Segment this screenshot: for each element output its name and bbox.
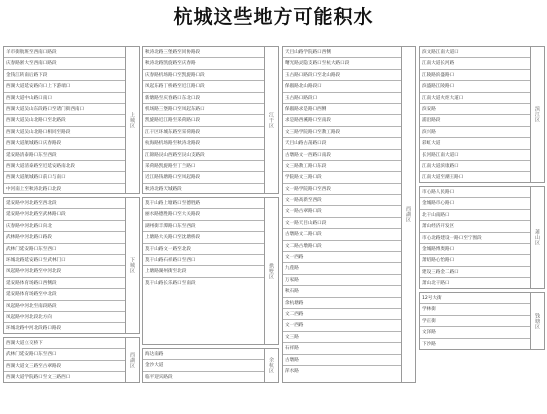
- district-label: 滨江区: [530, 47, 544, 182]
- list-item: 武林门延安路口东至西口: [4, 244, 125, 255]
- list-item: 萧绍路心怡路口: [420, 255, 530, 266]
- list-item: 环城北路延安路口至武林门口: [4, 255, 125, 266]
- list-item: 凯旋路近江路至采荷路口段: [143, 115, 264, 126]
- district-label: 西湖区: [125, 338, 139, 382]
- list-item: 凤起路中河北段北方向: [4, 312, 125, 323]
- district-block-qiantang: [419, 292, 545, 350]
- district-block-xiacheng: [3, 197, 140, 334]
- list-item: 江锦路艮山西路至艮山支路段: [143, 150, 264, 161]
- district-block-xihu-a: [3, 337, 140, 383]
- list-item: 九莲路: [283, 263, 401, 274]
- list-item: 羊市街航班至西南口路段: [4, 47, 125, 58]
- list-item: 保俶路求是路口西侧: [283, 104, 401, 115]
- list-item: 古墩路文一西路口南段: [283, 150, 401, 161]
- list-item: 学林街: [420, 304, 530, 315]
- list-item: 滨安路: [420, 104, 530, 115]
- district-label: 钱塘区: [530, 293, 544, 349]
- list-item: 西湖大道立交桥下: [4, 338, 125, 349]
- list-item: 曙光路灵隐支路口至杭大路口段: [283, 58, 401, 69]
- list-item: 滨盛路江陵路口: [420, 81, 530, 92]
- district-block-gongshu: [142, 197, 279, 345]
- list-item: 萧山北干路口: [422, 281, 450, 287]
- item-list: [420, 47, 530, 182]
- list-item: 彩虹大道: [420, 138, 530, 149]
- list-item: 莫干山路上塘路口至德胜路: [143, 198, 264, 209]
- list-item: 滨文路江南大道口: [420, 47, 530, 58]
- list-item: 市心路人民路口: [420, 187, 530, 198]
- list-item: 上塘路湖州街至北段: [143, 266, 264, 277]
- list-item: 石祥路: [283, 343, 401, 354]
- list-item: 萧山经济开发区: [420, 221, 530, 232]
- list-item: 文一路学院路口至西段: [283, 184, 401, 195]
- list-item: 莫干山路长乐路口至南段: [145, 280, 196, 286]
- list-item: 浦沿路段: [420, 115, 530, 126]
- list-item: 秋石路: [283, 286, 401, 297]
- list-item: 文三路学院路口至教工路段: [283, 127, 401, 138]
- list-item: 12号大街: [420, 293, 530, 304]
- list-item: 建设三路金二路口: [420, 267, 530, 278]
- item-list: [4, 47, 125, 193]
- item-list: [143, 198, 264, 344]
- list-item: 金城路市心路口: [420, 198, 530, 209]
- list-item: 凤起东路丁桥路至近江路口段: [143, 81, 264, 92]
- district-block-xihu-b: [282, 46, 416, 383]
- list-item: 北干山南路口: [420, 210, 530, 221]
- district-block-jianggan: [142, 46, 279, 194]
- list-item: 江陵路滨盛路口: [420, 70, 530, 81]
- list-item: 文三路教工路口东段: [283, 161, 401, 172]
- item-list: [420, 293, 530, 349]
- list-item: 武林路中河北路口路段: [4, 232, 125, 243]
- list-item: 西湖大道学院路口至文三路西口: [6, 375, 71, 381]
- list-item: 文一路古翠路口段: [283, 206, 401, 217]
- list-item: 金城路博奥路口: [420, 244, 530, 255]
- list-item: 江干区环城东路至采荷路段: [143, 127, 264, 138]
- list-item: 余杭塘路: [283, 298, 401, 309]
- list-item: 古墩路文二路口段: [283, 229, 401, 240]
- list-item: 玉古路口路段口至北山路段: [283, 70, 401, 81]
- list-item: 市心北路建设一路口至宁围段: [420, 233, 530, 244]
- list-item: 莫干山路石祥路口至西口: [143, 255, 264, 266]
- list-item: 萍水路: [285, 368, 299, 374]
- list-item: 保俶路北山路段口: [283, 81, 401, 92]
- district-label: 上城区: [125, 47, 139, 193]
- item-list: [4, 338, 125, 382]
- list-item: 秋涛北路天城路段: [145, 186, 182, 192]
- list-item: 文一西路: [283, 320, 401, 331]
- list-item: 求是路西溪路口至南段: [283, 115, 401, 126]
- list-item: 西湖大道延安路向口上下游端口: [4, 81, 125, 92]
- list-item: 玉古路口路段口: [283, 93, 401, 104]
- list-item: 丽水路德胜路口至大关路段: [143, 209, 264, 220]
- list-item: 西湖大道吴山北路口相同至路段: [4, 127, 125, 138]
- list-item: 文一路天目山路口段: [283, 218, 401, 229]
- list-item: 庆春路中河北路口向北: [4, 221, 125, 232]
- list-item: 庆春路浙大至西南口路段: [4, 58, 125, 69]
- list-item: 延安路中河北路至武林路口段: [4, 209, 125, 220]
- list-item: 秋涛北路三堡路至同协路段: [143, 47, 264, 58]
- list-item: 江南大道至潮王路口: [422, 175, 464, 181]
- list-item: 文三路: [283, 332, 401, 343]
- list-item: 延安路体育场路口西侧段: [4, 278, 125, 289]
- list-item: 西湖大道清泰路至近延安路南北段: [4, 161, 125, 172]
- list-item: 文二西路: [283, 309, 401, 320]
- district-block-shangcheng: [3, 46, 140, 194]
- page-title: 杭城这些地方可能积水: [173, 6, 374, 28]
- district-label: 下城区: [125, 198, 139, 333]
- item-list: [420, 187, 530, 288]
- list-item: 新塘路至庆春路口东北口段: [143, 93, 264, 104]
- item-list: [4, 198, 125, 333]
- list-item: 海达南路: [143, 349, 264, 360]
- list-item: 临平迎宾路段: [145, 374, 173, 380]
- district-label: 拱墅区: [264, 198, 278, 344]
- list-item: 西湖大道吴山北路口至北路段: [4, 115, 125, 126]
- list-item: 金钱江转南后路下段: [4, 70, 125, 81]
- list-item: 莫干山路文一路至北段: [143, 244, 264, 255]
- list-item: 上塘路大关路口至沈塘桥段: [143, 232, 264, 243]
- list-item: 庆春路机场路口至凯旋路口段: [143, 70, 264, 81]
- list-item: 延安路中河北路至西北段: [4, 198, 125, 209]
- list-item: 西湖大道文三路至古翠路段: [4, 361, 125, 372]
- list-item: 中河南上至秋涛北路口北段: [6, 186, 62, 192]
- list-item: 湖州街丰潭路口东至西段: [143, 221, 264, 232]
- list-item: 延安路清泰路口东至西段: [4, 150, 125, 161]
- list-item: 西湖大道航城路口庆春路段: [4, 138, 125, 149]
- list-item: 西湖大道中山路口南口: [4, 93, 125, 104]
- list-item: 环城北路中河北段路口路段: [6, 326, 62, 332]
- item-list: [143, 47, 264, 193]
- list-item: 古墩路: [283, 355, 401, 366]
- list-item: 西湖大道航城路口前口与南口: [4, 172, 125, 183]
- list-item: 江南大道火炬大道口: [420, 93, 530, 104]
- item-list: [283, 47, 401, 382]
- list-item: 杭海路机场路至秋涛北路段: [143, 138, 264, 149]
- item-list: [143, 349, 264, 382]
- list-item: 文一西路: [283, 252, 401, 263]
- list-item: 文泽路: [420, 327, 530, 338]
- list-item: 下沙路: [422, 341, 436, 347]
- list-item: 采荷路凯旋路至丁兰路口: [143, 161, 264, 172]
- list-item: 长河路江南大道口: [420, 150, 530, 161]
- list-item: 天目山路古荡路口段: [283, 138, 401, 149]
- list-item: 凤起路中河北至南段路段: [4, 301, 125, 312]
- list-item: 金沙大道: [143, 360, 264, 371]
- district-label: 余杭区: [264, 349, 278, 382]
- list-item: 武林门延安路口东至西口: [4, 349, 125, 360]
- list-item: 西湖大道吴山东段路口至诸门街西南口: [4, 104, 125, 115]
- list-item: 江南大道长河路: [420, 58, 530, 69]
- district-label: 江干区: [264, 47, 278, 193]
- list-item: 凤起路中河北路至中河北段: [4, 266, 125, 277]
- district-block-binjiang: [419, 46, 545, 183]
- list-item: 近江路钱塘路口至凤起路段: [143, 172, 264, 183]
- district-label: 萧山区: [530, 187, 544, 288]
- list-item: 江南大道滨康路口: [420, 161, 530, 172]
- list-item: 延安路体育场路至中北段: [4, 289, 125, 300]
- list-item: 文一路高新至西段: [283, 195, 401, 206]
- list-item: 学院路文三路口段: [283, 172, 401, 183]
- list-item: 文二路古墩路口段: [283, 241, 401, 252]
- list-item: 万家路: [283, 275, 401, 286]
- district-block-yuhang: [142, 348, 279, 383]
- list-item: 机场路三堡路口至凤起东路口: [143, 104, 264, 115]
- list-item: 天目山路学院路口西侧: [283, 47, 401, 58]
- district-label: 西湖区: [401, 47, 415, 382]
- list-item: 秋涛北路凯旋路至庆春路: [143, 58, 264, 69]
- list-item: 学正街: [420, 316, 530, 327]
- list-item: 滨兴路: [420, 127, 530, 138]
- district-block-xiaoshan: [419, 186, 545, 289]
